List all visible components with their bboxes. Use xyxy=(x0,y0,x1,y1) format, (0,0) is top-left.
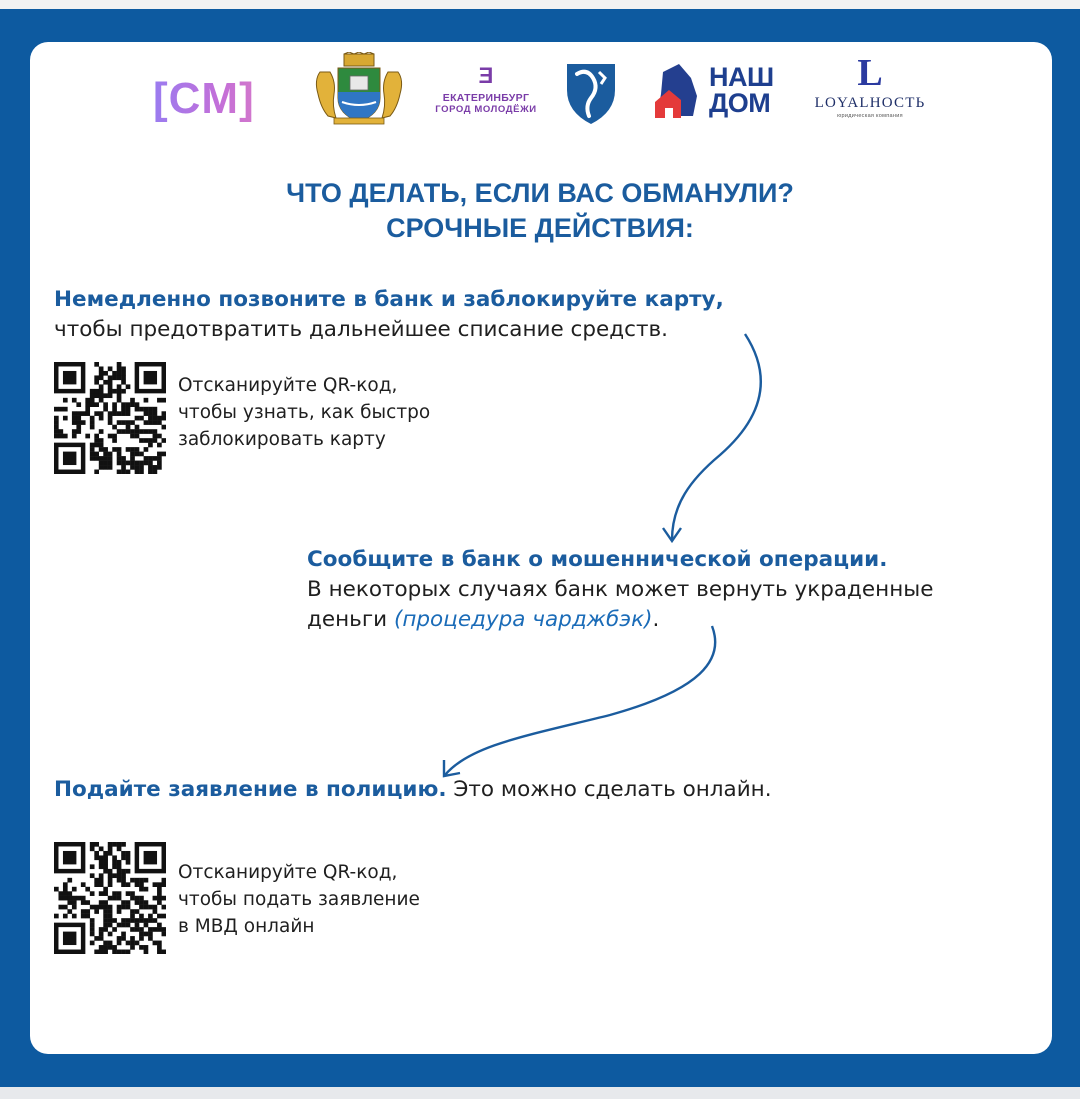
qr-finder-pattern xyxy=(63,851,76,864)
cm-logo: [CМ] xyxy=(153,74,288,124)
title-line2: СРОЧНЫЕ ДЕЙСТВИЯ: xyxy=(386,213,694,243)
title-line1: ЧТО ДЕЛАТЬ, ЕСЛИ ВАС ОБМАНУЛИ? xyxy=(286,178,794,208)
loyal-word: LOYALНОСТЬ xyxy=(814,95,926,111)
qr-finder-pattern xyxy=(63,932,76,945)
qr2-caption-line3: в МВД онлайн xyxy=(178,916,315,937)
step3-text: Это можно сделать онлайн. xyxy=(446,777,772,802)
qr1-caption-line3: заблокировать карту xyxy=(178,429,386,450)
chargeback-note: (процедура чарджбэк) xyxy=(393,607,653,632)
step2-text-line2 xyxy=(307,605,1027,635)
arrow-1 xyxy=(672,334,761,540)
ekb-line1: ЕКАТЕРИНБУРГ xyxy=(442,92,530,104)
step-police-report xyxy=(54,775,954,805)
step2-text-line1: В некоторых случаях банк может вернуть украденные xyxy=(307,577,934,602)
nash-dom-line1: НАШ xyxy=(709,62,774,92)
qr2-caption xyxy=(178,859,498,940)
ekb-mark: Ǝ xyxy=(478,63,494,88)
qr-code-police-report[interactable] xyxy=(54,842,166,954)
step1-heading: Немедленно позвоните в банк и заблокируйте карту, xyxy=(54,287,724,312)
qr1-caption-line2: чтобы узнать, как быстро xyxy=(178,402,431,423)
qr2-caption-line2: чтобы подать заявление xyxy=(178,889,420,910)
arrow-2 xyxy=(445,626,715,775)
nash-dom-line2: ДОМ xyxy=(709,88,771,118)
qr2-caption-line1: Отсканируйте QR-код, xyxy=(178,862,398,883)
step2-text-money: деньги xyxy=(307,607,394,632)
step2-heading: Сообщите в банк о мошеннической операции. xyxy=(307,547,888,572)
loyal-mark: L xyxy=(857,52,883,94)
step3-heading: Подайте заявление в полицию. xyxy=(54,777,447,802)
qr1-caption-line1: Отсканируйте QR-код, xyxy=(178,375,398,396)
step2-text-period: . xyxy=(652,607,660,632)
qr-finder-pattern xyxy=(144,851,157,864)
ekb-line2: ГОРОД МОЛОДЁЖИ xyxy=(435,104,537,115)
qr-code-icon[interactable] xyxy=(54,842,166,954)
step1-text: чтобы предотвратить дальнейшее списание средств. xyxy=(54,317,668,342)
step-report-bank xyxy=(307,545,1027,635)
loyal-subtitle: юридическая компания xyxy=(837,113,903,119)
